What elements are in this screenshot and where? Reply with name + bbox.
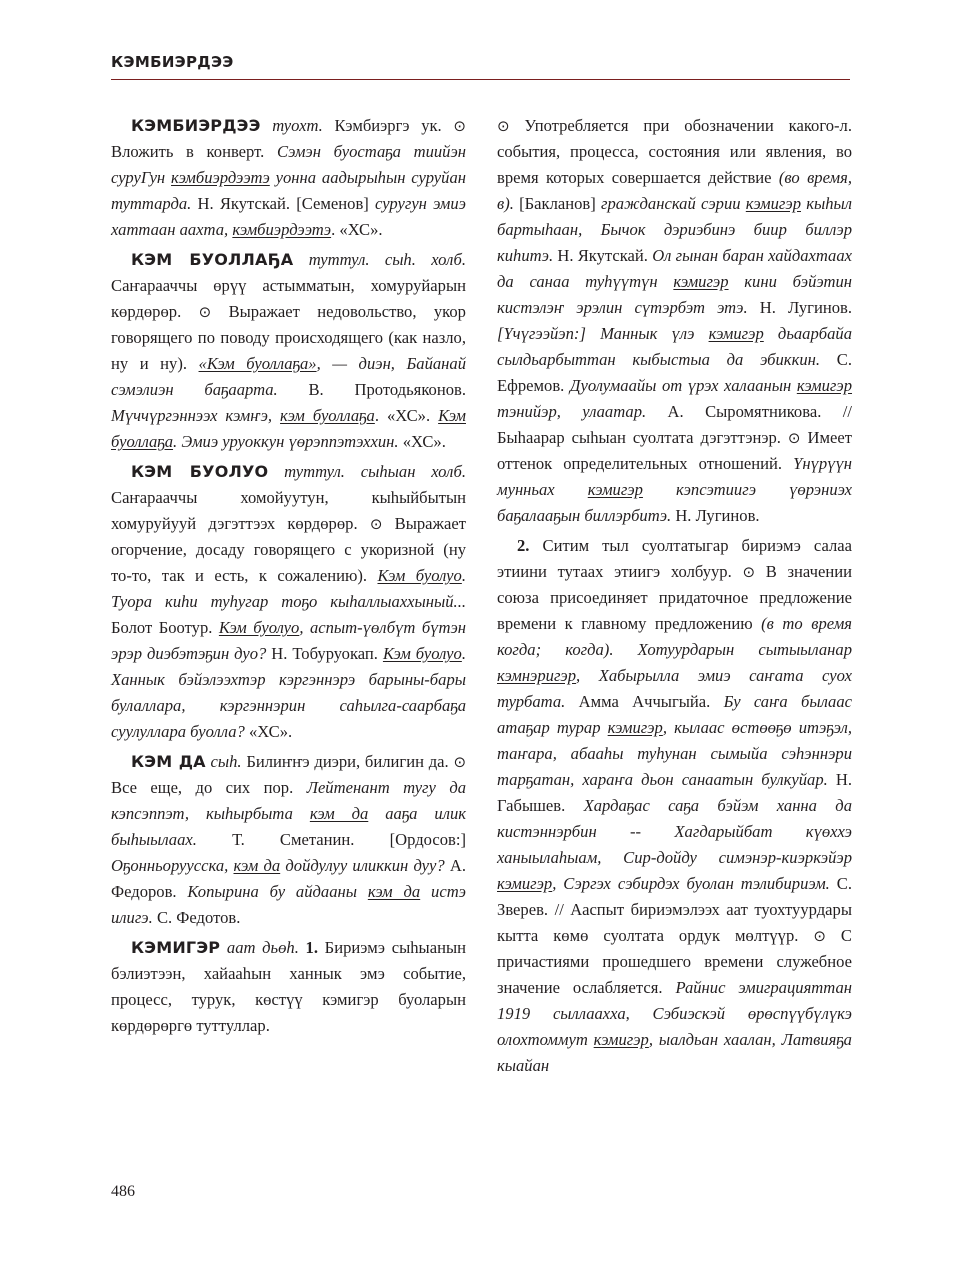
speaker-note: [Үчүгээйэп:] xyxy=(497,324,586,343)
source-citation: Н. Габышев. xyxy=(497,770,852,815)
source-citation: Амма Аччыгыйа. xyxy=(578,692,711,711)
sense-number: 2. xyxy=(517,536,530,555)
example-headword: Кэм буолуо xyxy=(382,644,462,663)
source-citation: . «ХС». xyxy=(331,220,383,239)
header-rule xyxy=(111,79,850,80)
source-citation: В. Протодьяконов. xyxy=(308,380,466,399)
entry-kemiger xyxy=(111,935,466,1039)
source-citation: Болот Боотур. xyxy=(111,618,213,637)
example-headword: кэмигэр xyxy=(587,480,643,499)
definition-russian: Все еще, до сих пор. xyxy=(111,778,294,797)
example-text: Дуолумаайы от үрэх халаанын xyxy=(569,376,792,395)
example-text: истэ илигэ. xyxy=(111,882,466,927)
russian-meaning-icon: ⊙ xyxy=(497,117,510,135)
russian-meaning-icon: ⊙ xyxy=(453,753,467,771)
definition-russian: Имеет оттенок определительных отношений. xyxy=(497,428,852,473)
example-headword: кэм да xyxy=(309,804,369,823)
running-head: КЭМБИЭРДЭЭ xyxy=(111,53,234,71)
example-text: , кылаас өстөөҕө итэҕэл, таҥара, абааһы туһунан сымыйа сэһэннэри тарҕатан, хараҥа дьон санаатын булкуйар. xyxy=(497,718,852,789)
source-citation: Т. Сметанин. xyxy=(232,830,355,849)
example-text: Хотуурдарын сытыыланар xyxy=(637,640,852,659)
example-text: Хардаҕас саҕа бэйэм ханна да кистэннэрбин -- Хагдарыйбат күөххэ ханыылаһыам, Сир-дойду симэнэр-киэркэйэр xyxy=(497,796,852,867)
russian-gloss: (во время, в). xyxy=(497,168,852,213)
example-headword: кэмнэригэр xyxy=(497,666,577,685)
source-citation: Н. Тобуруокап. xyxy=(271,644,378,663)
example-headword: кэм да xyxy=(367,882,421,901)
example-text: дьаарбайа сылдьарбыттан кыбыстыа да эбиккин. xyxy=(497,324,852,369)
definition-sakha: // Быһаарар сыһыан суолтата дэгэттэнэр. xyxy=(497,402,852,447)
example-text: , аспыт-үөлбүт бүтэн эрэр диэбэтэҕин дуо? xyxy=(111,618,466,663)
source-citation: «ХС». xyxy=(248,722,293,741)
example-headword: Кэм буоллаҕа xyxy=(111,406,466,451)
example-text: кэпсэтиигэ үөрэниэх баҕалааҕын биллэрбитэ. xyxy=(497,480,852,525)
example-text: , Сэргэх сэбирдэх буолан тэлибириэм. xyxy=(552,874,830,893)
definition-russian: Выражает огорчение, досаду говорящего с укоризной (ну то-то, так и есть, к сожалению). xyxy=(111,514,466,585)
russian-gloss: (в то время когда; когда). xyxy=(497,614,852,659)
example-headword: кэмигэр xyxy=(708,324,764,343)
russian-meaning-icon: ⊙ xyxy=(787,429,801,447)
example-text: Бу саҥа былаас атаҕар турар xyxy=(497,692,852,737)
source-citation: Н. Лугинов. xyxy=(675,506,760,525)
headword: КЭМБИЭРДЭЭ xyxy=(131,116,261,135)
example-text: дойдулуу иликкин дуу? xyxy=(285,856,445,875)
example-text: . Туора киһи туһугар тоҕо кыһаллыаххыный... xyxy=(111,566,466,611)
source-citation: Н. Лугинов. xyxy=(759,298,852,317)
source-citation: . «ХС». xyxy=(374,406,431,425)
russian-meaning-icon: ⊙ xyxy=(813,927,826,945)
source-citation: «ХС». xyxy=(402,432,446,451)
page-number: 486 xyxy=(111,1183,135,1200)
definition-sakha: Кэмбиэргэ ук. xyxy=(334,116,442,135)
example-headword: Кэм буолуо xyxy=(377,566,462,585)
source-citation: С. Ефремов. xyxy=(497,350,852,395)
example-text: . Ханнык бэйэлээхтэр кэргэннэрэ барыны-бары булаллара, кэргэннэрин саһылга-саарбаҕа суулуллара буолла? xyxy=(111,644,467,741)
example-headword: кэмбиэрдээтэ xyxy=(232,220,332,239)
example-text: , Хабырылла эмиэ саҥата суох турбата. xyxy=(497,666,852,711)
russian-meaning-icon: ⊙ xyxy=(369,515,383,533)
example-headword: кэмигэр xyxy=(593,1030,649,1049)
definition-russian: Вложить в конверт. xyxy=(111,142,265,161)
example-text: Мүччүргэннээх кэмҥэ, xyxy=(111,406,273,425)
example-text: Копырина бу айдааны xyxy=(187,882,357,901)
russian-meaning-icon: ⊙ xyxy=(742,563,756,581)
definition-russian: В значении союза присоединяет придаточное предложение времени к главному предложению xyxy=(497,562,852,633)
entry-kem-buoluo xyxy=(111,459,466,745)
example-text: Райнис эмиграцияттан 1919 сыллаахха, Сэбиэскэй өрөспүүбүлүкэ олохтоммут xyxy=(497,978,852,1049)
headword: КЭМИГЭР xyxy=(131,938,221,957)
example-text: Сэмэн буостаҕа тиийэн суруГун xyxy=(111,142,467,187)
definition-sakha: Бириэмэ сыһыанын бэлиэтээн, хайааһын ханнык эмэ событие, процесс, турук, көстүү кэмигэр буоларын көрдөрөргө туттуллар. xyxy=(111,938,466,1035)
definition-sakha: // Ааспыт бириэмэлээх аат туохтуурдары кытта көмө суолтата ордук мөлтүүр. xyxy=(497,900,852,945)
example-text: ааҕа илик быһыылаах. xyxy=(111,804,466,849)
definition-sakha: Билиҥҥэ диэри, билигин да. xyxy=(246,752,449,771)
example-headword: кэм да xyxy=(233,856,281,875)
definition-russian: Выражает недовольство, укор говорящего по поводу происходящего (как назло, ну и ну). xyxy=(111,302,466,373)
grammar-label: сыһ. xyxy=(210,752,242,771)
russian-meaning-icon: ⊙ xyxy=(198,303,212,321)
example-text: суругун эмиэ хаттаан аахта, xyxy=(111,194,466,239)
entry-kem-buollaga xyxy=(111,247,466,455)
example-text: уонна аадырыһын суруйан туттарда. xyxy=(111,168,466,213)
right-column xyxy=(497,113,852,1083)
definition-sakha: Ситим тыл суолтатыгар бириэмэ салаа этиини тутаах этиигэ холбуур. xyxy=(497,536,852,581)
example-text: Маннык үлэ xyxy=(600,324,695,343)
example-text: кини бэйэтин кистэлэҥ эрэлин сүтэрбэт этэ. xyxy=(497,272,852,317)
grammar-label: аат дьөһ. xyxy=(226,938,299,957)
example-text: Ол гынан баран хайдахтаах да санаа туһүүтүн xyxy=(497,246,853,291)
example-text: гражданскай сэрии xyxy=(601,194,741,213)
definition-sakha: Саҥарааччы өрүү астымматын, хомуруйарын көрдөрөр. xyxy=(111,276,466,321)
headword: КЭМ БУОЛЛАҔА xyxy=(131,250,294,269)
example-headword: кэмигэр xyxy=(745,194,801,213)
example-headword: кэм буоллаҕа xyxy=(280,406,375,425)
example-text: , — диэн, Байанай сэмэлиэн баҕаарта. xyxy=(111,354,466,399)
source-citation: С. Зверев. xyxy=(497,874,852,919)
example-text: кыһыл бартыһаан, Бычок дэриэбинэ биир биллэр киһитэ. xyxy=(497,194,853,265)
example-text: Лейтенант тугу да кэпсэппэт, кыһырбыта xyxy=(111,778,467,823)
example-text: тэнийэр, улаатар. xyxy=(497,402,647,421)
headword: КЭМ ДА xyxy=(131,752,206,771)
speaker-note: [Ордосов:] xyxy=(389,830,466,849)
source-citation: Н. Якутскай. xyxy=(197,194,291,213)
source-citation: А. Сыромятникова. xyxy=(667,402,822,421)
example-text: , ыалдьан хаалан, Латвияҕа кыайан xyxy=(497,1030,852,1075)
example-headword: кэмигэр xyxy=(607,718,663,737)
example-text: . Эмиэ уруоккун үөрэппэтэххин. xyxy=(173,432,399,451)
entry-kemiger-sense-1-cont xyxy=(497,113,852,529)
example-headword: кэмигэр xyxy=(497,874,553,893)
left-column xyxy=(111,113,466,1043)
example-headword: кэмбиэрдээтэ xyxy=(171,168,270,187)
entry-kembierdee xyxy=(111,113,466,243)
example-headword: кэмигэр xyxy=(796,376,853,395)
definition-sakha: Саҥарааччы хомойуутун, кыһыйбытын хомуруйууй дэгэттээх көрдөрөр. xyxy=(111,488,466,533)
entry-kemiger-sense-2 xyxy=(497,533,852,1079)
headword: КЭМ БУОЛУО xyxy=(131,462,269,481)
example-headword: кэмигэр xyxy=(673,272,729,291)
definition-russian: Употребляется при обозначении какого-л. события, процесса, состояния или явления, во время которых совершается действие xyxy=(497,116,852,187)
example-headword: Кэм буолуо xyxy=(218,618,300,637)
source-citation: Н. Якутскай. xyxy=(557,246,648,265)
source-citation: А. Федоров. xyxy=(111,856,466,901)
russian-meaning-icon: ⊙ xyxy=(453,117,466,135)
speaker-note: [Бакланов] xyxy=(519,194,596,213)
example-text: Оҕонньоруусска, xyxy=(111,856,229,875)
definition-russian: С причастиями прошедшего времени служебное значение ослабляется. xyxy=(497,926,852,997)
sense-number: 1. xyxy=(305,938,318,957)
source-citation: С. Федотов. xyxy=(156,908,241,927)
grammar-label: туттул. сыһыан холб. xyxy=(284,462,466,481)
grammar-label: туттул. сыһ. холб. xyxy=(308,250,466,269)
example-headword: «Кэм буоллаҕа» xyxy=(198,354,317,373)
speaker-note: [Семенов] xyxy=(296,194,369,213)
entry-kem-da xyxy=(111,749,466,931)
example-text: Үнүрүүн мунньах xyxy=(497,454,852,499)
grammar-label: туохт. xyxy=(272,116,323,135)
